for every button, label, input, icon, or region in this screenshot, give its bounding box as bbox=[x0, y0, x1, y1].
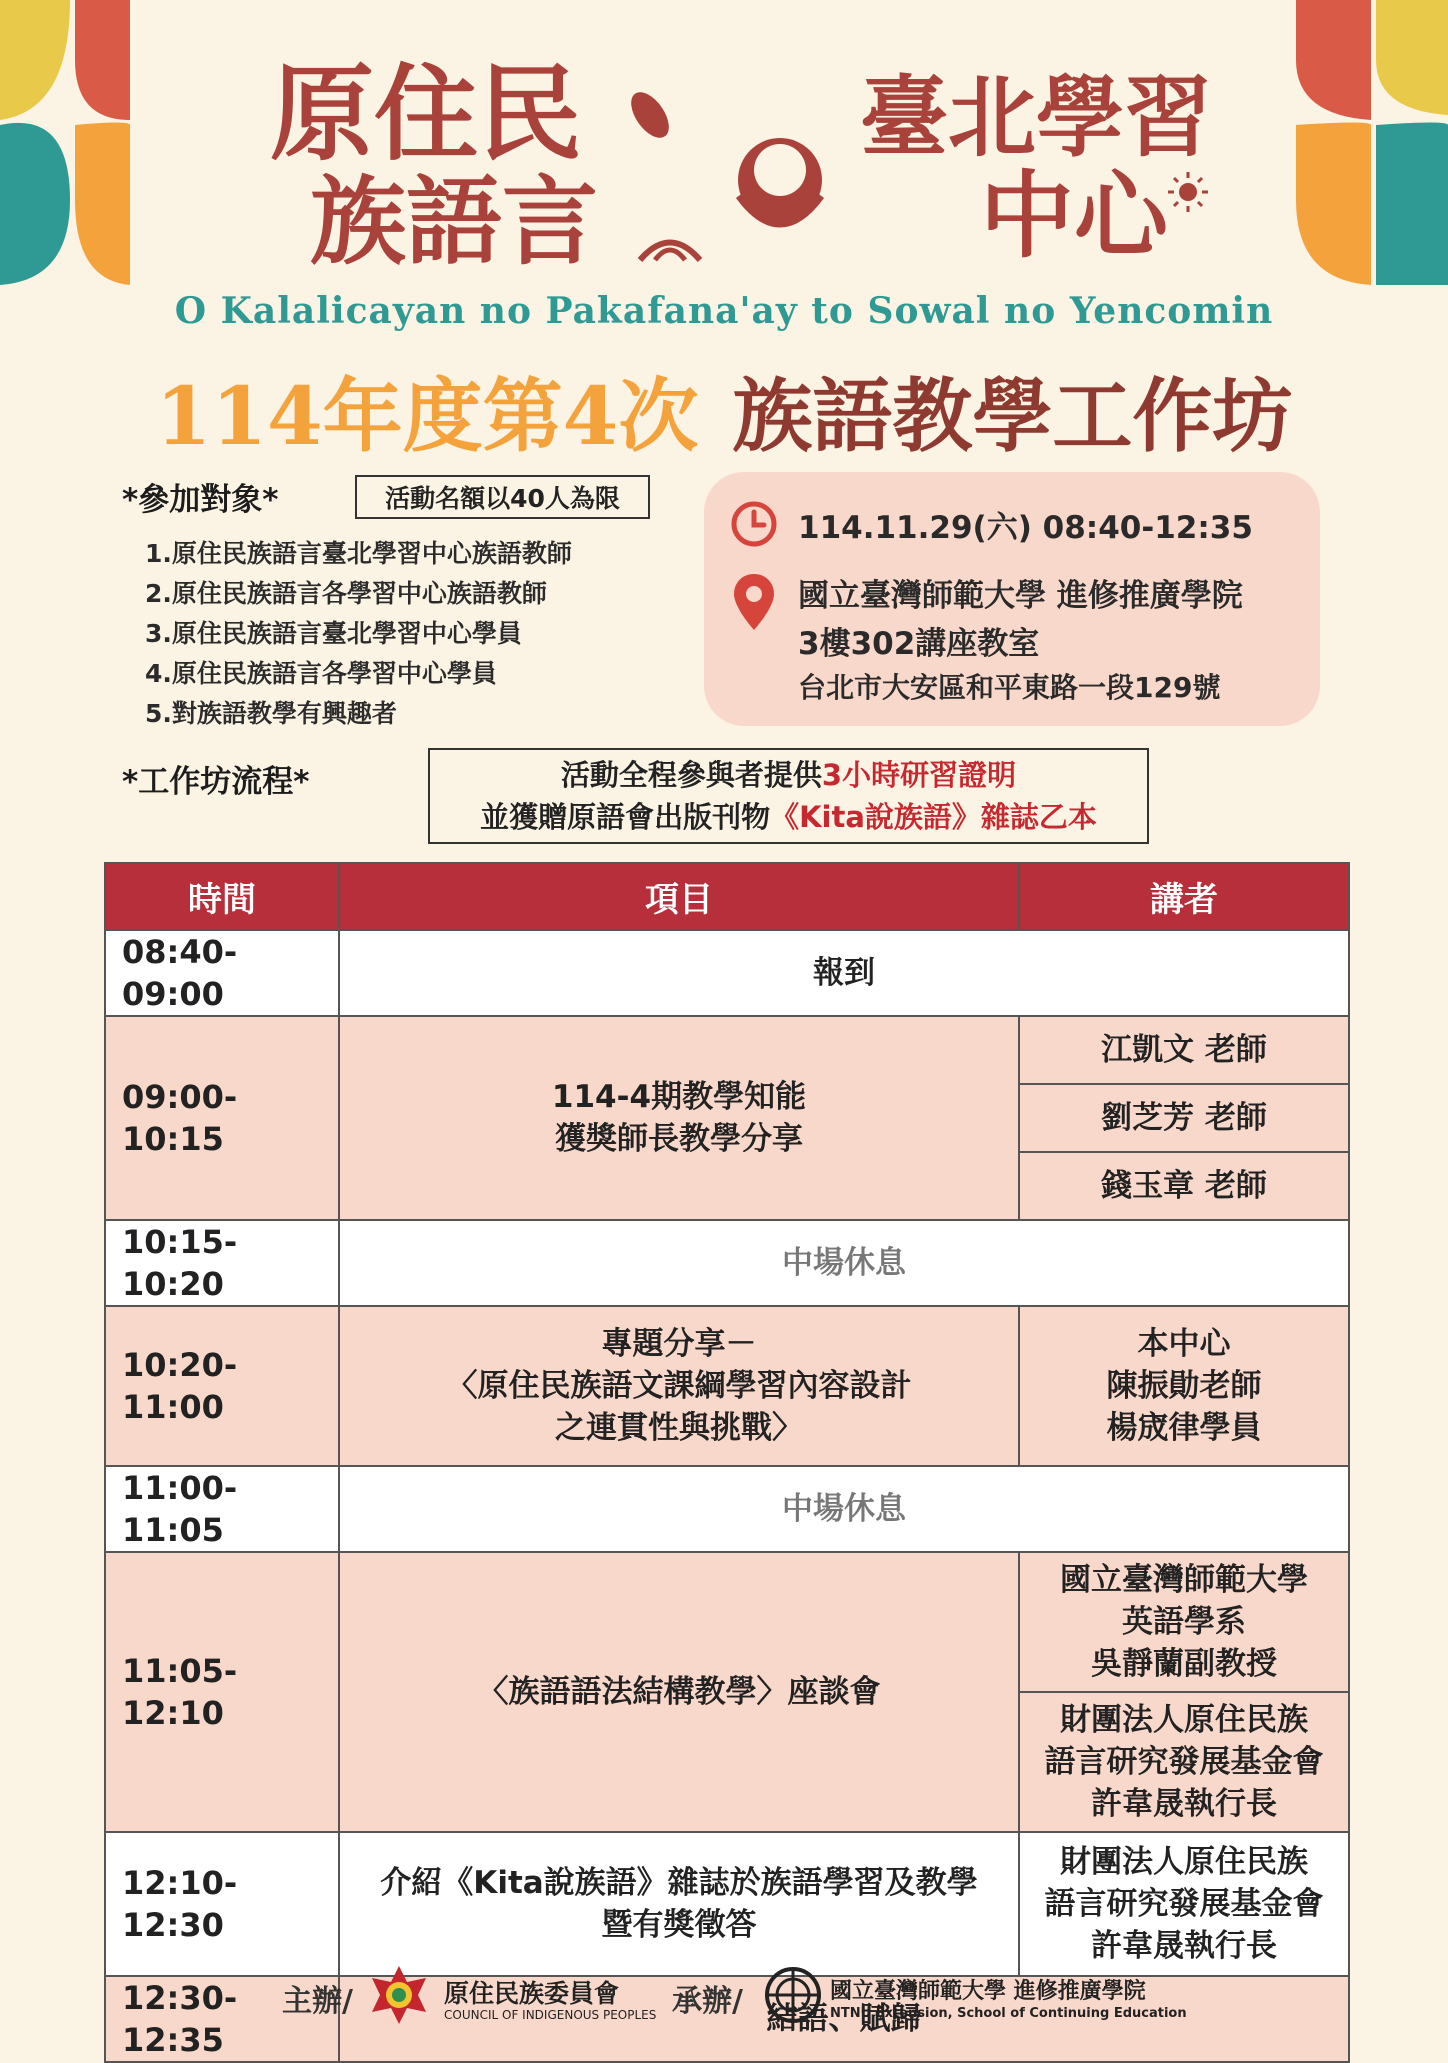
item-line: 暨有獎徵答 bbox=[601, 1907, 757, 1943]
item-cell: 中場休息 bbox=[339, 1220, 1349, 1306]
item-cell bbox=[339, 1832, 1019, 1976]
logo-line-4: 中心 bbox=[980, 161, 1169, 270]
time-cell: 11:00-11:05 bbox=[105, 1466, 339, 1552]
item-line: 介紹《Kita說族語》雜誌於族語學習及教學 bbox=[380, 1865, 978, 1901]
organizer-name-en: NTNU Extension, School of Continuing Education bbox=[830, 2006, 1187, 2021]
speaker-cell: 江凱文 老師 bbox=[1019, 1016, 1349, 1084]
cert-text: 活動全程參與者提供 bbox=[560, 758, 822, 792]
title-part-1: 114年度第4次 bbox=[155, 369, 699, 463]
speaker-cell bbox=[1019, 1306, 1349, 1466]
speaker-cell bbox=[1019, 1552, 1349, 1692]
gift-text: 並獲贈原語會出版刊物 bbox=[480, 800, 771, 834]
title-part-2: 族語教學工作坊 bbox=[732, 369, 1293, 463]
list-item: 3.原住民族語言臺北學習中心學員 bbox=[145, 619, 522, 648]
item-line: 之連貫性與挑戰〉 bbox=[555, 1410, 803, 1446]
corner-decoration-left bbox=[0, 0, 130, 290]
speaker-line: 許韋晟執行長 bbox=[1091, 1928, 1277, 1964]
item-cell: 中場休息 bbox=[339, 1466, 1349, 1552]
time-cell: 12:10-12:30 bbox=[105, 1832, 339, 1976]
gift-highlight: 《Kita說族語》雜誌乙本 bbox=[770, 800, 1097, 834]
speaker-line: 財團法人原住民族 bbox=[1060, 1844, 1308, 1880]
corner-decoration-right bbox=[1296, 0, 1448, 290]
center-logo-title bbox=[220, 20, 1260, 270]
footer bbox=[0, 1958, 1448, 2028]
participants-list bbox=[145, 534, 572, 734]
logo-line-1: 原住民 bbox=[270, 52, 583, 175]
time-cell: 10:20-11:00 bbox=[105, 1306, 339, 1466]
speaker-line: 楊宬律學員 bbox=[1106, 1410, 1262, 1446]
table-row bbox=[105, 1016, 1349, 1084]
speaker-cell bbox=[1019, 1832, 1349, 1976]
table-row bbox=[105, 930, 1349, 1016]
time-cell: 11:05-12:10 bbox=[105, 1552, 339, 1832]
speaker-cell bbox=[1019, 1692, 1349, 1832]
header-item: 項目 bbox=[339, 863, 1019, 930]
speaker-line: 語言研究發展基金會 bbox=[1044, 1744, 1324, 1780]
participants-title: *參加對象* bbox=[122, 482, 279, 518]
speaker-line: 財團法人原住民族 bbox=[1060, 1702, 1308, 1738]
mascot-icon bbox=[624, 86, 822, 260]
speaker-cell: 錢玉章 老師 bbox=[1019, 1152, 1349, 1220]
list-item: 5.對族語教學有興趣者 bbox=[145, 699, 397, 728]
table-row bbox=[105, 1832, 1349, 1976]
list-item: 2.原住民族語言各學習中心族語教師 bbox=[145, 579, 547, 608]
cert-highlight: 3小時研習證明 bbox=[821, 758, 1017, 792]
sun-icon bbox=[1168, 172, 1208, 212]
table-row bbox=[105, 1220, 1349, 1306]
host-label: 主辦/ bbox=[282, 1984, 353, 2019]
time-cell: 09:00-10:15 bbox=[105, 1016, 339, 1220]
host-name: 原住民族委員會 bbox=[444, 1979, 620, 2008]
map-pin-icon bbox=[732, 572, 776, 632]
speaker-line: 本中心 bbox=[1137, 1326, 1231, 1362]
council-logo-icon bbox=[368, 1964, 430, 2026]
logo-line-2: 族語言 bbox=[310, 165, 598, 270]
item-cell: 結語、賦歸 bbox=[339, 1976, 1349, 2062]
item-cell: 報到 bbox=[339, 930, 1349, 1016]
item-line: 專題分享－ bbox=[601, 1326, 757, 1362]
speaker-line: 英語學系 bbox=[1122, 1604, 1246, 1640]
schedule-table bbox=[104, 862, 1350, 2063]
clock-icon bbox=[730, 500, 778, 548]
item-line: 獲獎師長教學分享 bbox=[555, 1121, 803, 1157]
list-item: 1.原住民族語言臺北學習中心族語教師 bbox=[145, 539, 572, 568]
table-row bbox=[105, 1552, 1349, 1692]
header-speaker: 講者 bbox=[1019, 863, 1349, 930]
list-item: 4.原住民族語言各學習中心學員 bbox=[145, 659, 497, 688]
speaker-line: 吳靜蘭副教授 bbox=[1091, 1646, 1277, 1682]
item-line: 〈原住民族語文課綱學習內容設計 bbox=[446, 1368, 912, 1404]
table-row bbox=[105, 1306, 1349, 1466]
item-line: 114-4期教學知能 bbox=[551, 1079, 807, 1115]
certificate-notice bbox=[428, 748, 1149, 844]
speaker-line: 國立臺灣師範大學 bbox=[1060, 1562, 1308, 1598]
page-title bbox=[0, 352, 1448, 467]
item-cell: 〈族語語法結構教學〉座談會 bbox=[339, 1552, 1019, 1832]
table-row bbox=[105, 1466, 1349, 1552]
event-address: 台北市大安區和平東路一段129號 bbox=[798, 671, 1221, 704]
time-cell: 12:30-12:35 bbox=[105, 1976, 339, 2062]
speaker-line: 陳振勛老師 bbox=[1106, 1368, 1262, 1404]
speaker-cell: 劉芝芳 老師 bbox=[1019, 1084, 1349, 1152]
event-datetime: 114.11.29(六) 08:40-12:35 bbox=[798, 510, 1253, 546]
host-name-en: COUNCIL OF INDIGENOUS PEOPLES bbox=[444, 2008, 657, 2022]
event-venue-2: 3樓302講座教室 bbox=[798, 626, 1040, 662]
ntnu-logo-icon bbox=[764, 1966, 822, 2024]
limit-badge: 活動名額以40人為限 bbox=[355, 475, 650, 519]
organizer-label: 承辦/ bbox=[672, 1984, 743, 2019]
logo-line-3: 臺北學習 bbox=[860, 65, 1213, 169]
time-cell: 10:15-10:20 bbox=[105, 1220, 339, 1306]
time-cell: 08:40-09:00 bbox=[105, 930, 339, 1016]
event-venue-1: 國立臺灣師範大學 進修推廣學院 bbox=[798, 578, 1243, 614]
header-time: 時間 bbox=[105, 863, 339, 930]
workflow-title: *工作坊流程* bbox=[122, 764, 310, 800]
event-info-card bbox=[704, 472, 1320, 726]
item-cell bbox=[339, 1306, 1019, 1466]
speaker-line: 語言研究發展基金會 bbox=[1044, 1886, 1324, 1922]
organizer-name: 國立臺灣師範大學 進修推廣學院 bbox=[830, 1979, 1146, 2004]
item-cell bbox=[339, 1016, 1019, 1220]
subtitle: O Kalalicayan no Pakafana'ay to Sowal no Yencomin bbox=[174, 290, 1274, 332]
speaker-line: 許韋晟執行長 bbox=[1091, 1786, 1277, 1822]
